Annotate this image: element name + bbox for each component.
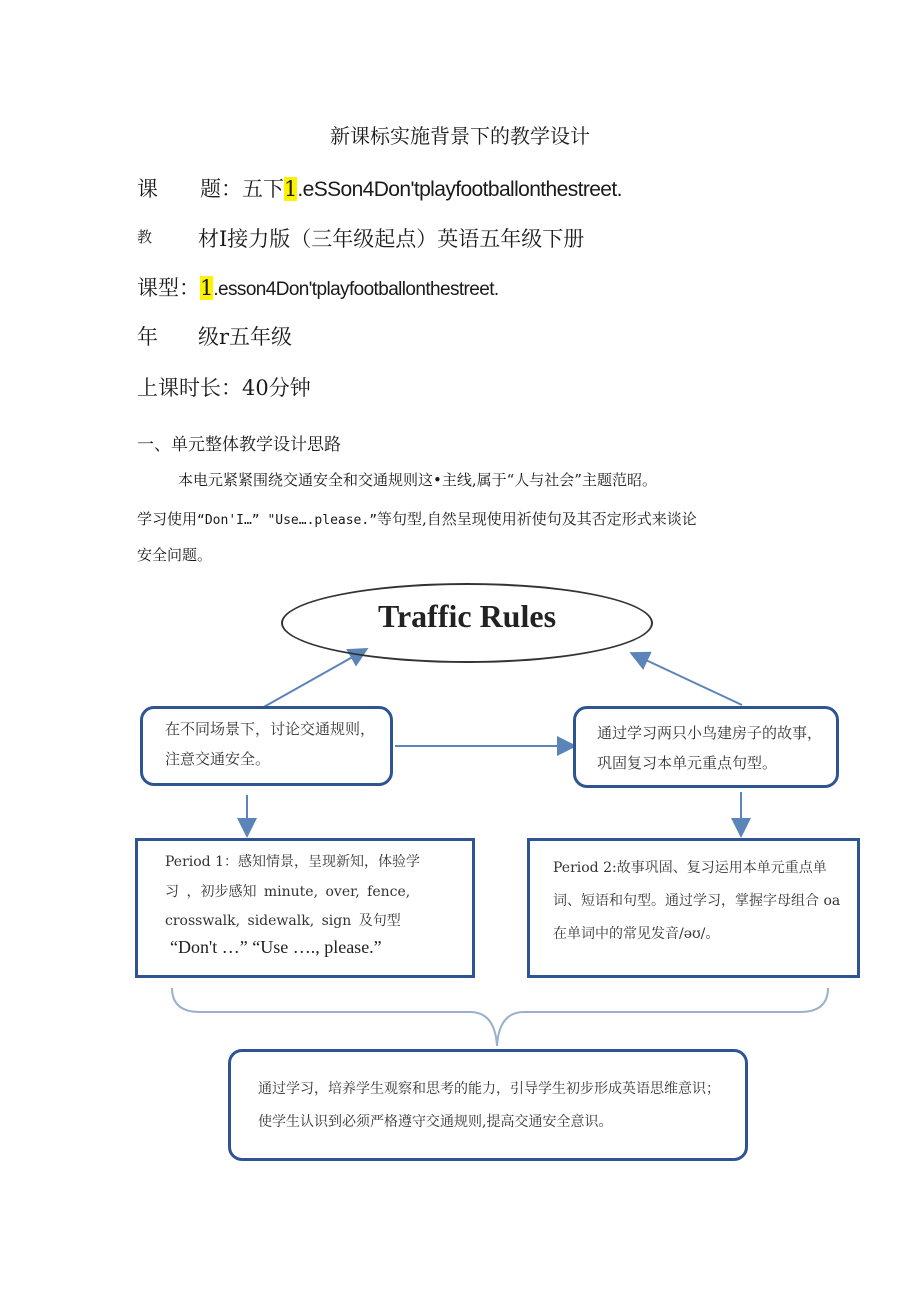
lesson-type-highlight: 1: [200, 276, 214, 300]
right-bottom-text: Period 2:故事巩固、复习运用本单元重点单词、短语和句型。通过学习，掌握字母组合 oa 在单词中的常见发音/əʊ/。: [553, 860, 841, 942]
center-title: Traffic Rules: [377, 598, 557, 634]
textbook-value: 材I接力版（三年级起点）英语五年级下册: [198, 227, 585, 251]
left-bottom-line-1: Period 1：感知情景，呈现新知，体验学: [165, 854, 420, 870]
arrow-right-to-center: [633, 654, 742, 705]
summary-text: 通过学习，培养学生观察和思考的能力，引导学生初步形成英语思维意识；使学生认识到必须严格遵守交通规则,提高交通安全意识。: [258, 1081, 720, 1130]
arrow-left-to-center: [262, 650, 365, 708]
left-bottom-line-3: crosswalk, sidewalk, sign 及句型: [165, 913, 401, 929]
left-top-text: 在不同场景下，讨论交通规则，注意交通安全。: [165, 720, 376, 768]
section-heading: 一、单元整体教学设计思路: [137, 435, 341, 455]
page-title: 新课标实施背景下的教学设计: [330, 124, 590, 148]
grade-label: 年: [137, 325, 158, 349]
grade-value: 级r五年级: [198, 325, 293, 349]
brace: [172, 988, 828, 1046]
paragraph-line-3: 安全问题。: [137, 546, 213, 564]
left-bottom-line-4: “Don't …” “Use …., please.”: [170, 937, 382, 957]
right-top-text: 通过学习两只小鸟建房子的故事，巩固复习本单元重点句型。: [597, 724, 823, 772]
lesson-type-value: .esson4Don'tplayfootballonthestreet.: [213, 279, 499, 300]
paragraph-line-2-c: 等句型,自然呈现使用祈使句及其否定形式来谈论: [377, 510, 697, 528]
paragraph-line-2-a: 学习使用: [137, 510, 198, 528]
topic-highlight: 1: [284, 177, 298, 201]
topic-value: .eSSon4Don'tplayfootballonthestreet.: [297, 178, 622, 201]
topic-label: 课 题：五下: [137, 177, 284, 201]
paragraph-line-2-code: “Don'I…” "Use….please.”: [197, 513, 378, 528]
lesson-type-label: 课型：: [137, 276, 200, 300]
left-bottom-line-2: 习 ，初步感知 minute, over, fence,: [165, 884, 411, 900]
paragraph-line-1: 本电元紧紧围绕交通安全和交通规则这•主线,属于“人与社会”主题范昭。: [178, 471, 657, 489]
textbook-label: 教: [137, 228, 153, 246]
duration-row: 上课时长：40分钟: [137, 376, 311, 400]
